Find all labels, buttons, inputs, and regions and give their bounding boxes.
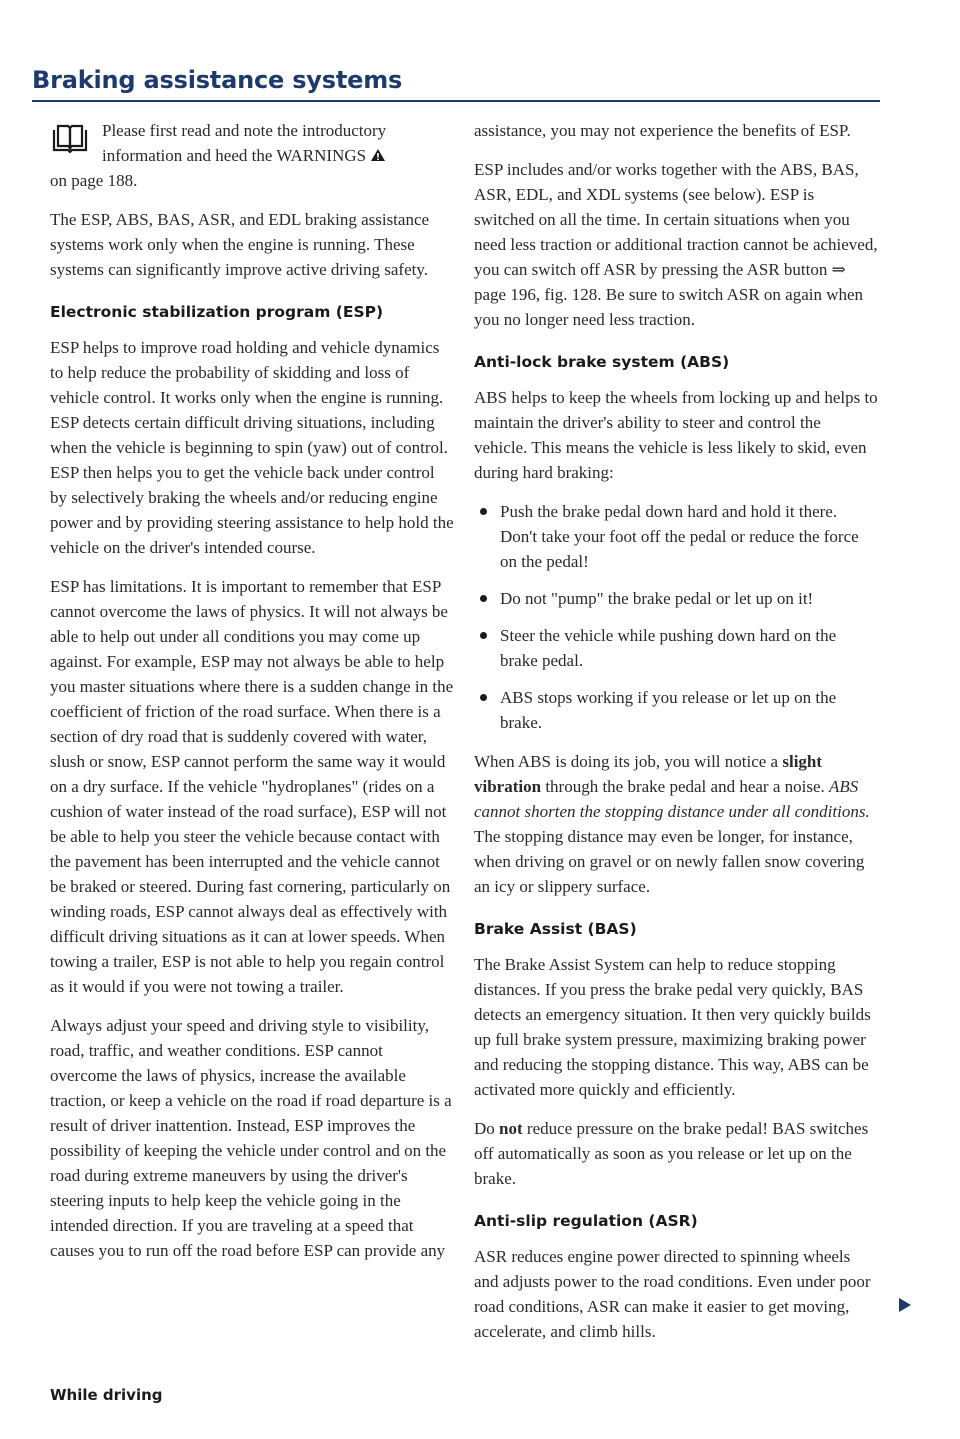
paragraph: ESP includes and/or works together with the ABS, BAS, ASR, EDL, and XDL systems (see below). ESP is switched on all the time. In certain situations when you need less traction or additional traction cannot be achieved, you can switch off ASR by pressing the ASR button ⇒ page 196, fig. 128. Be sure to switch ASR on again when you no longer need less traction. bbox=[474, 160, 878, 329]
bullet-icon bbox=[480, 508, 487, 515]
page-title: Braking assistance systems bbox=[32, 66, 403, 94]
paragraph bbox=[474, 1116, 878, 1191]
left-column bbox=[50, 118, 454, 1277]
asr-heading: Anti-slip regulation (ASR) bbox=[474, 1212, 698, 1230]
list-item bbox=[474, 685, 878, 735]
footer-section-label: While driving bbox=[50, 1386, 163, 1404]
text-span: Do bbox=[474, 1119, 495, 1138]
right-column bbox=[474, 118, 878, 1358]
text-span: through the brake pedal and hear a noise. bbox=[545, 777, 825, 796]
paragraph: assistance, you may not experience the benefits of ESP. bbox=[474, 121, 851, 140]
bullet-icon bbox=[480, 595, 487, 602]
paragraph: ESP helps to improve road holding and vehicle dynamics to help reduce the probability of skidding and loss of vehicle control. It works only when the engine is running. ESP detects certain difficult driving situations, including when the vehicle is beginning to spin (yaw) out of control. ESP then helps you to get the vehicle back under control by selectively braking the wheels and/or reducing engine power and by providing steering assistance to help hold the vehicle on the driver's intended course. bbox=[50, 338, 454, 557]
text-span: reduce pressure on the brake pedal! BAS switches off automatically as soon as you release or let up on the brake. bbox=[474, 1119, 869, 1188]
abs-heading: Anti-lock brake system (ABS) bbox=[474, 353, 730, 371]
book-icon bbox=[50, 122, 90, 154]
warning-triangle-icon bbox=[370, 148, 386, 162]
text-span: When ABS is doing its job, you will notice a bbox=[474, 752, 779, 771]
bullet-icon bbox=[480, 632, 487, 639]
intro-text: Please first read and note the introductory information and heed the WARNINGS bbox=[102, 121, 387, 165]
intro-page-ref: on page 188. bbox=[50, 171, 138, 190]
bold-text: not bbox=[499, 1119, 523, 1138]
list-item bbox=[474, 586, 878, 611]
bas-heading: Brake Assist (BAS) bbox=[474, 920, 637, 938]
italic-text: ABS cannot shorten the stopping distance under all conditions. bbox=[474, 777, 870, 821]
paragraph: ABS helps to keep the wheels from locking up and helps to maintain the driver's ability to steer and control the vehicle. This means the vehicle is less likely to skid, even during hard braking: bbox=[474, 388, 878, 482]
paragraph: ASR reduces engine power directed to spinning wheels and adjusts power to the road conditions. Even under poor road conditions, ASR can make it easier to get moving, accelerate, and climb hills. bbox=[474, 1247, 871, 1341]
continue-arrow-icon bbox=[898, 1297, 912, 1313]
intro-note bbox=[50, 118, 454, 193]
paragraph: The ESP, ABS, BAS, ASR, and EDL braking assistance systems work only when the engine is running. These systems can significantly improve active driving safety. bbox=[50, 210, 430, 279]
list-item-text: Steer the vehicle while pushing down hard on the brake pedal. bbox=[500, 626, 837, 670]
paragraph: ESP has limitations. It is important to remember that ESP cannot overcome the laws of physics. It will not always be able to help out under all conditions you may come up against. For example, ESP may not always be able to help you master situations where there is a sudden change in the coefficient of friction of the road surface. When there is a section of dry road that is suddenly covered with water, slush or snow, ESP cannot perform the same way it would on a dry surface. If the vehicle "hydroplanes" (rides on a cushion of water instead of the road surface), ESP will not be able to help you steer the vehicle because contact with the pavement has been interrupted and the vehicle cannot be braked or steered. During fast cornering, particularly on winding roads, ESP cannot always deal as effectively with difficult driving situations as it can at lower speeds. When towing a trailer, ESP is not able to help you regain control as it would if you were not towing a trailer. bbox=[50, 577, 454, 996]
list-item-text: ABS stops working if you release or let up on the brake. bbox=[500, 688, 837, 732]
bullet-list bbox=[474, 499, 878, 735]
bullet-icon bbox=[480, 694, 487, 701]
title-rule bbox=[32, 100, 880, 102]
list-item-text: Do not "pump" the brake pedal or let up on it! bbox=[500, 589, 814, 608]
list-item bbox=[474, 623, 878, 673]
text-span: The stopping distance may even be longer, for instance, when driving on gravel or on newly fallen snow covering an icy or slippery surface. bbox=[474, 827, 865, 896]
paragraph: The Brake Assist System can help to reduce stopping distances. If you press the brake pedal very quickly, BAS detects an emergency situation. It then very quickly builds up full brake system pressure, maximizing braking power and reducing the stopping distance. This way, ABS can be activated more quickly and efficiently. bbox=[474, 955, 871, 1099]
paragraph bbox=[474, 749, 878, 899]
esp-heading: Electronic stabilization program (ESP) bbox=[50, 303, 384, 321]
list-item-text: Push the brake pedal down hard and hold it there. Don't take your foot off the pedal or reduce the force on the pedal! bbox=[500, 502, 859, 571]
paragraph: Always adjust your speed and driving style to visibility, road, traffic, and weather conditions. ESP cannot overcome the laws of physics, increase the available traction, or keep a vehicle on the road if road departure is a result of driver inattention. Instead, ESP improves the possibility of keeping the vehicle under control and on the road during extreme maneuvers by using the driver's steering inputs to help keep the vehicle going in the intended direction. If you are traveling at a speed that causes you to run off the road before ESP can provide any bbox=[50, 1016, 452, 1260]
list-item bbox=[474, 499, 878, 574]
bold-text: slight vibration bbox=[474, 752, 823, 796]
